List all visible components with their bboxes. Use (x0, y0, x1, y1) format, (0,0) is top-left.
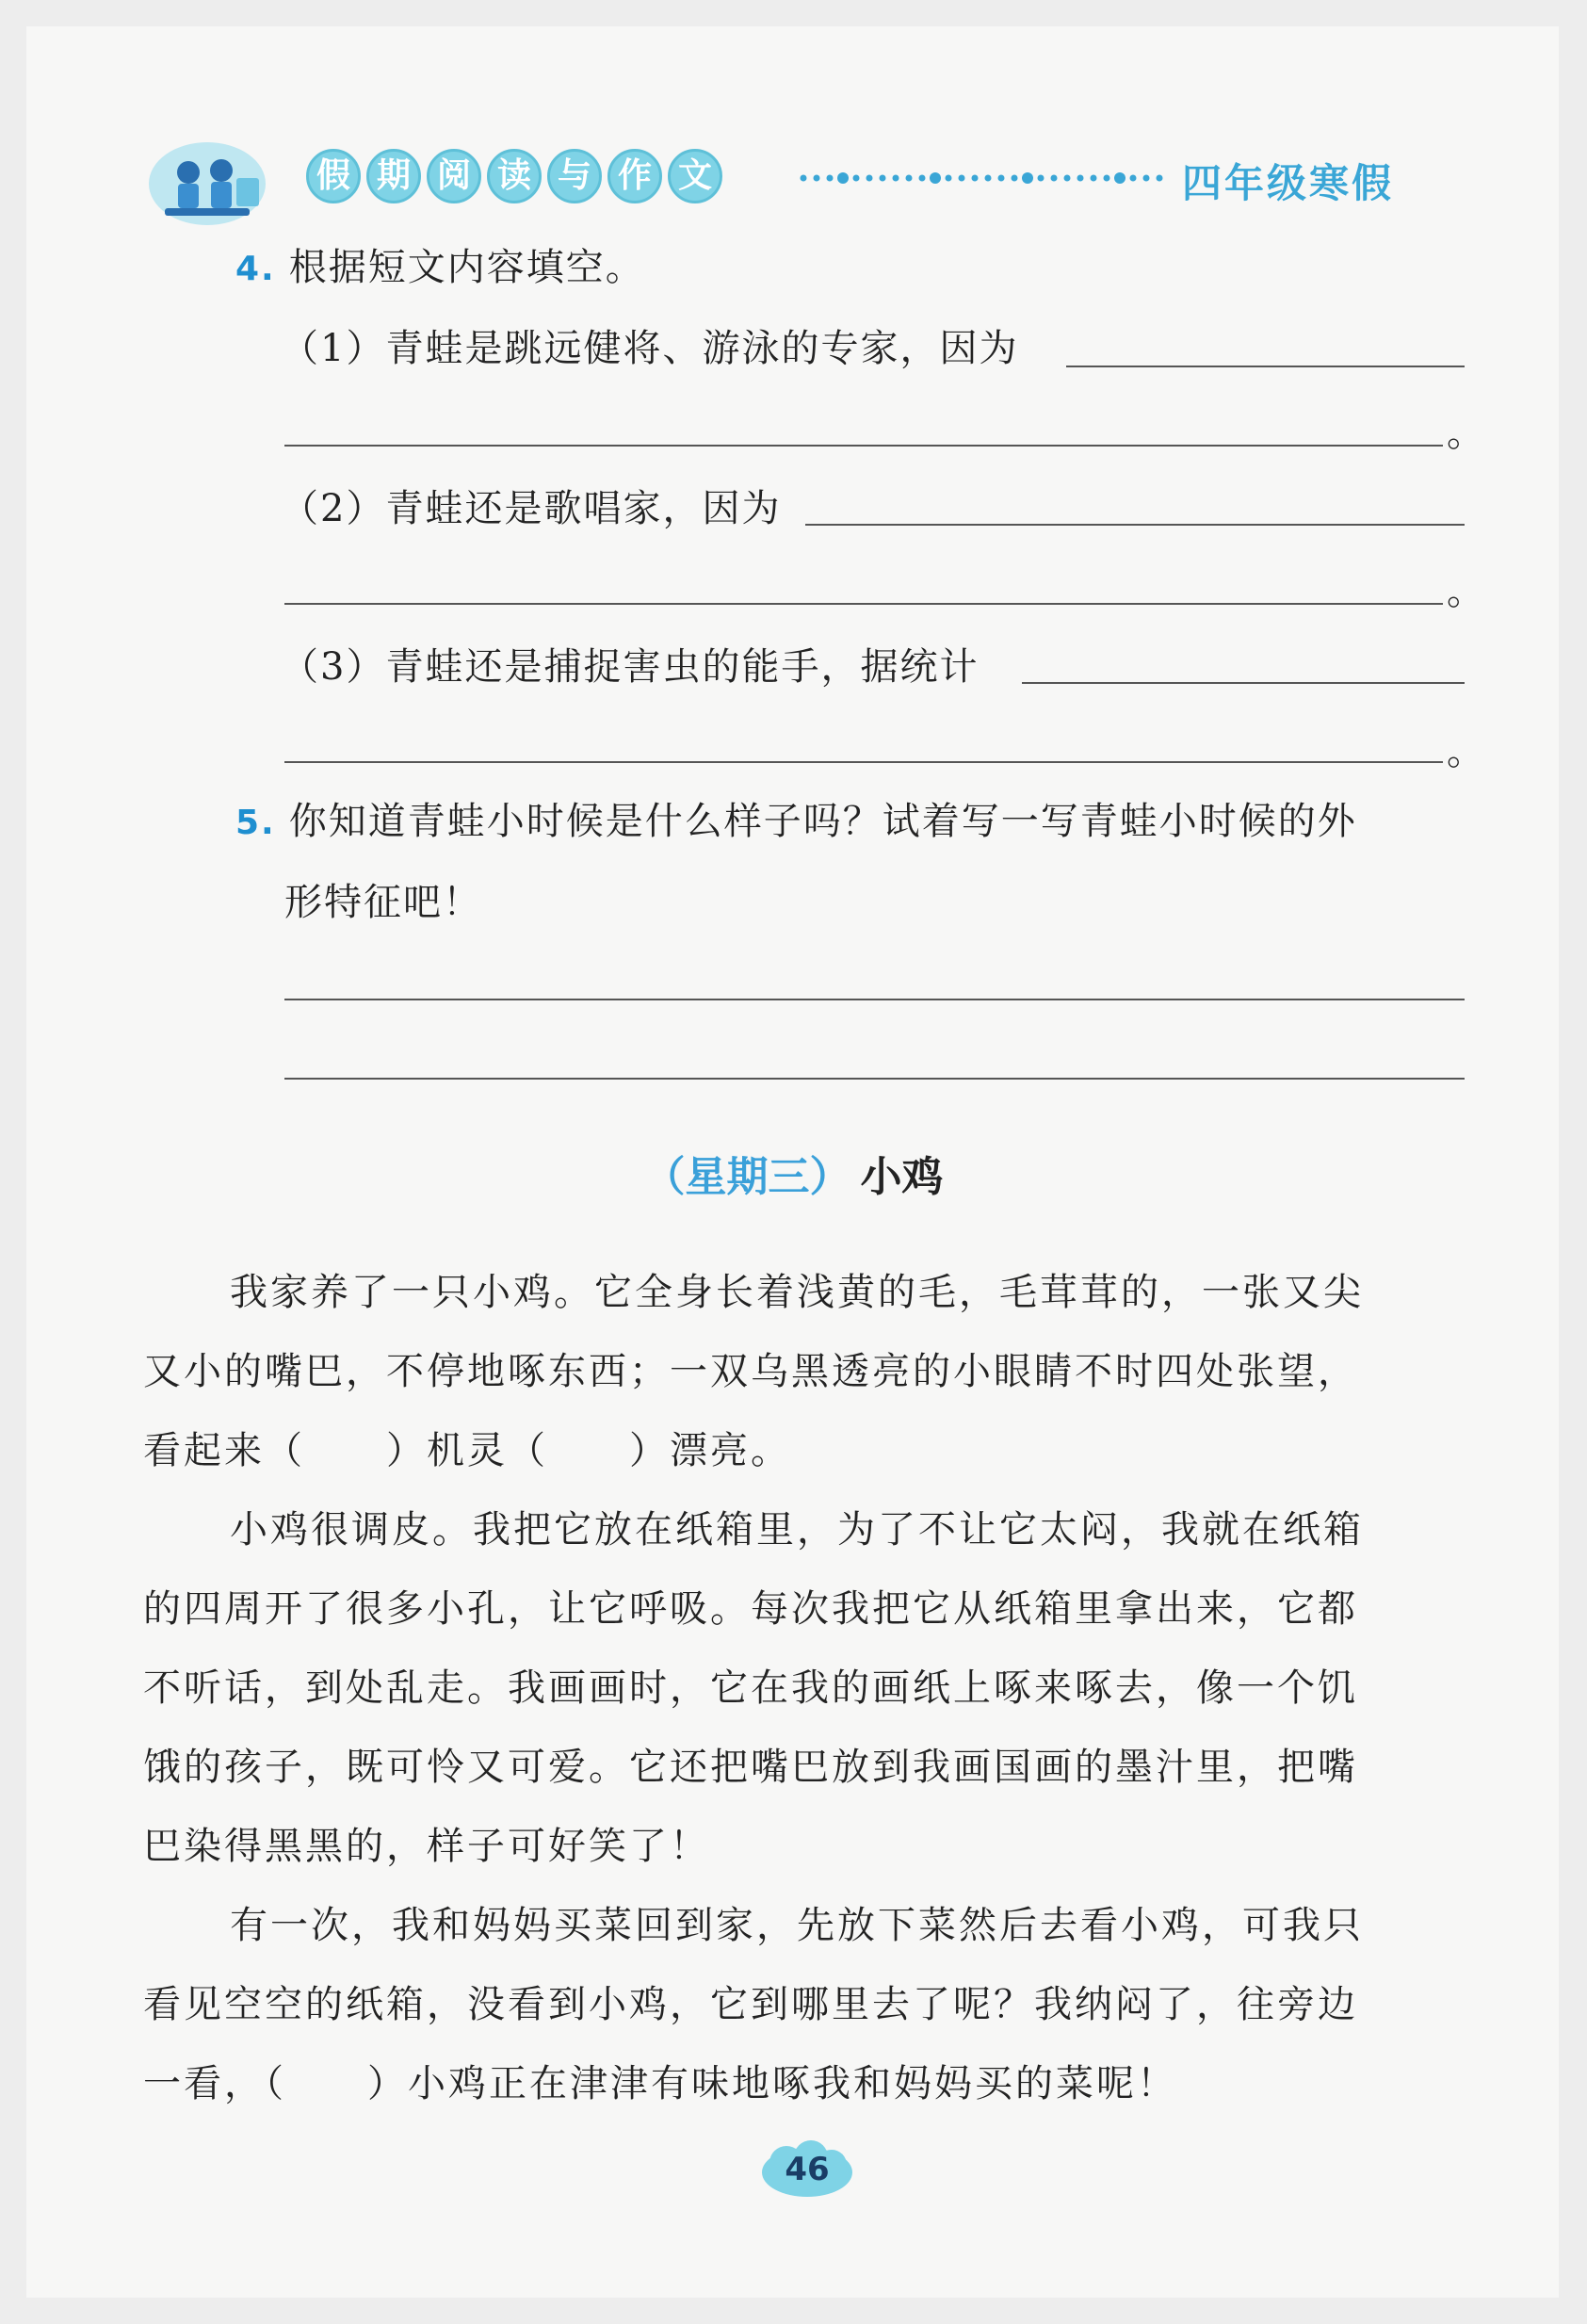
paragraph-1 (143, 1253, 1462, 1490)
divider-dot (946, 175, 952, 182)
divider-dot (972, 175, 979, 182)
question-5-cont: 形特征吧！ (284, 881, 482, 924)
divider-dot (1143, 175, 1150, 182)
divider-dot (919, 175, 926, 182)
article-day: （星期三） (643, 1153, 851, 1201)
q4-item-1 (281, 318, 1018, 372)
series-char-badge: 读 (487, 149, 542, 203)
grade-label: 四年级寒假 (1182, 160, 1395, 206)
article-title (0, 1143, 1587, 1203)
paragraph-3 (143, 1886, 1462, 2123)
series-char-badge: 作 (607, 149, 662, 203)
item-label: （3） (281, 645, 386, 689)
para-line: 饿的孩子，既可怜又可爱。它还把嘴巴放到我画国画的墨汁里，把嘴 (143, 1746, 1358, 1789)
answer-line[interactable] (805, 524, 1465, 526)
divider-dot (1038, 175, 1045, 182)
answer-line[interactable] (1022, 682, 1465, 684)
divider-dot (880, 175, 886, 182)
para-line: 看见空空的纸箱，没看到小鸡，它到哪里去了呢？我纳闷了，往旁边 (143, 1983, 1358, 2026)
item-label: （2） (281, 487, 386, 530)
page-header (0, 0, 1587, 217)
kids-reading-logo (146, 137, 268, 231)
divider-dot (827, 175, 834, 182)
series-char-badge: 阅 (427, 149, 481, 203)
item-label: （1） (281, 327, 386, 370)
para-line: 我家养了一只小鸡。它全身长着浅黄的毛，毛茸茸的，一张又尖 (230, 1271, 1364, 1314)
answer-line[interactable] (284, 761, 1443, 763)
series-char-badge: 期 (366, 149, 421, 203)
divider-dot (1104, 175, 1110, 182)
q4-item-2 (281, 479, 781, 532)
answer-line[interactable] (284, 445, 1443, 447)
item-text: 青蛙是跳远健将、游泳的专家，因为 (385, 327, 1019, 370)
divider-dot (930, 172, 941, 184)
divider-dot (1051, 175, 1058, 182)
divider-dot (1157, 175, 1163, 182)
divider-dot (1130, 175, 1137, 182)
question-text: 你知道青蛙小时候是什么样子吗？试着写一写青蛙小时候的外 (288, 800, 1357, 843)
period-mark: 。 (1447, 730, 1484, 773)
page-number: 46 (785, 2151, 830, 2188)
page-number-badge (758, 2138, 856, 2201)
series-char-badge: 文 (668, 149, 722, 203)
divider-dot (814, 175, 820, 182)
article-name: 小鸡 (860, 1153, 944, 1201)
divider-dot (853, 175, 860, 182)
question-text: 根据短文内容填空。 (288, 246, 645, 289)
divider-dot (998, 175, 1005, 182)
para-line: 的四周开了很多小孔，让它呼吸。每次我把它从纸箱里拿出来，它都 (143, 1587, 1358, 1631)
para-line: 一看，（ ）小鸡正在津津有味地啄我和妈妈买的菜呢！ (143, 2062, 1177, 2105)
para-line: 巴染得黑黑的，样子可好笑了！ (143, 1825, 710, 1868)
question-4 (235, 237, 645, 291)
divider-dot (801, 175, 807, 182)
para-line: 不听话，到处乱走。我画画时，它在我的画纸上啄来啄去，像一个饥 (143, 1666, 1358, 1710)
divider-dot (906, 175, 913, 182)
question-5 (235, 791, 1357, 845)
item-text: 青蛙还是歌唱家，因为 (385, 487, 782, 530)
answer-line[interactable] (284, 999, 1465, 1000)
divider-dot (1091, 175, 1097, 182)
divider-dot (837, 172, 849, 184)
answer-line[interactable] (284, 1078, 1465, 1080)
divider-dot (1022, 172, 1033, 184)
period-mark: 。 (1447, 570, 1484, 613)
paragraph-2 (143, 1490, 1462, 1886)
question-number: 5. (235, 804, 276, 842)
period-mark: 。 (1447, 412, 1484, 455)
divider-dot (985, 175, 992, 182)
question-number: 4. (235, 250, 276, 288)
divider-dot (1077, 175, 1084, 182)
series-char-badge: 假 (306, 149, 361, 203)
series-char-badge: 与 (547, 149, 602, 203)
answer-line[interactable] (1066, 366, 1465, 367)
para-line: 又小的嘴巴，不停地啄东西；一双乌黑透亮的小眼睛不时四处张望， (143, 1350, 1358, 1393)
item-text: 青蛙还是捕捉害虫的能手，据统计 (385, 645, 980, 689)
para-line: 有一次，我和妈妈买菜回到家，先放下菜然后去看小鸡，可我只 (230, 1904, 1364, 1947)
answer-line[interactable] (284, 603, 1443, 605)
divider-dot (1012, 175, 1018, 182)
divider-dot (866, 175, 873, 182)
para-line: 看起来（ ）机灵（ ）漂亮。 (143, 1429, 791, 1472)
q4-item-3 (281, 637, 979, 691)
dotted-divider (796, 168, 1173, 188)
divider-dot (893, 175, 899, 182)
divider-dot (1114, 172, 1125, 184)
para-line: 小鸡很调皮。我把它放在纸箱里，为了不让它太闷，我就在纸箱 (230, 1508, 1364, 1552)
divider-dot (959, 175, 965, 182)
series-title (306, 149, 722, 203)
divider-dot (1064, 175, 1071, 182)
